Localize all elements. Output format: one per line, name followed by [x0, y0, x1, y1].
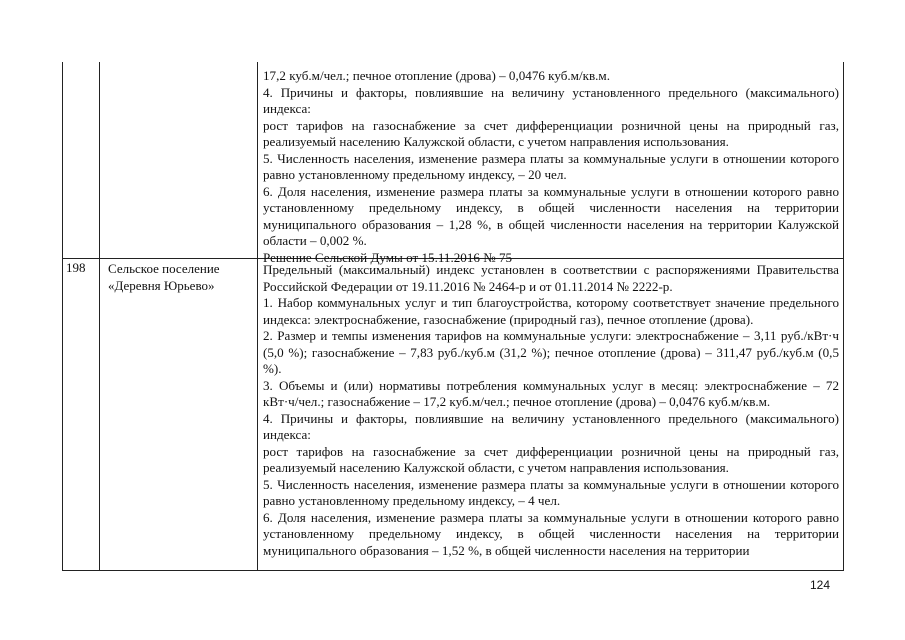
text-line: 1. Набор коммунальных услуг и тип благоустройства, которому соответствует значение предельного индекса: электроснабжение, газоснабжение (природный газ), печное отопление (дрова).: [263, 295, 839, 327]
text-line: рост тарифов на газоснабжение за счет дифференциации розничной цены на природный газ, реализуемый населению Калужской области, с учетом направления использования.: [263, 117, 839, 149]
row-198-text: [263, 262, 839, 559]
text-line: 6. Доля населения, изменение размера платы за коммунальные услуги в отношении которого равно установленному предельному индексу, в общей численности населения на территории муниципального образования – 1,52 %, в общей численности населения на территории: [263, 509, 839, 558]
text-line: 3. Объемы и (или) нормативы потребления коммунальных услуг в месяц: электроснабжение – 72 кВт·ч/чел.; газоснабжение – 17,2 куб.м/чел.; печное отопление (дрова) – 0,0476 куб.м/кв.м.: [263, 377, 839, 409]
page-number: 124: [810, 578, 831, 592]
document-table: [62, 62, 844, 571]
text-line: 4. Причины и факторы, повлиявшие на величину установленного предельного (максимального) индекса:: [263, 410, 839, 442]
text-line: Решение Сельской Думы от 15.11.2016 № 75: [263, 249, 513, 265]
column-divider: [99, 62, 100, 570]
text-line: 2. Размер и темпы изменения тарифов на коммунальные услуги: электроснабжение – 3,11 руб./кВт·ч (5,0 %); газоснабжение – 7,83 руб./куб.м (31,2 %); печное отопление (дрова) – 311,47 руб./куб.м (0,5 %).: [263, 328, 839, 376]
text-line: 17,2 куб.м/чел.; печное отопление (дрова) – 0,0476 куб.м/кв.м.: [263, 68, 610, 83]
text-line: 5. Численность населения, изменение размера платы за коммунальные услуги в отношении которого равно установленному предельному индексу, – 20 чел.: [263, 150, 839, 182]
top-row-text: [263, 68, 839, 266]
text-line: рост тарифов на газоснабжение за счет дифференциации розничной цены на природный газ, реализуемый населению Калужской области, с учетом направления использования.: [263, 443, 839, 475]
text-line: 6. Доля населения, изменение размера платы за коммунальные услуги в отношении которого равно установленному предельному индексу, в общей численности населения на территории муниципального образования – 1,28 %, в общей численности населения на территории Калужской области – 0,002 %.: [263, 183, 839, 248]
column-divider: [257, 62, 258, 570]
row-number: 198: [66, 260, 86, 275]
text-line: 4. Причины и факторы, повлиявшие на величину установленного предельного (максимального) индекса:: [263, 84, 839, 116]
text-line: Предельный (максимальный) индекс установлен в соответствии с распоряжениями Правительства Российской Федерации от 19.11.2016 № 2464-р и от 01.11.2014 № 2222-р.: [263, 262, 839, 294]
text-line: 5. Численность населения, изменение размера платы за коммунальные услуги в отношении которого равно установленному предельному индексу, – 4 чел.: [263, 476, 839, 508]
settlement-name: Сельское поселение «Деревня Юрьево»: [108, 261, 220, 293]
